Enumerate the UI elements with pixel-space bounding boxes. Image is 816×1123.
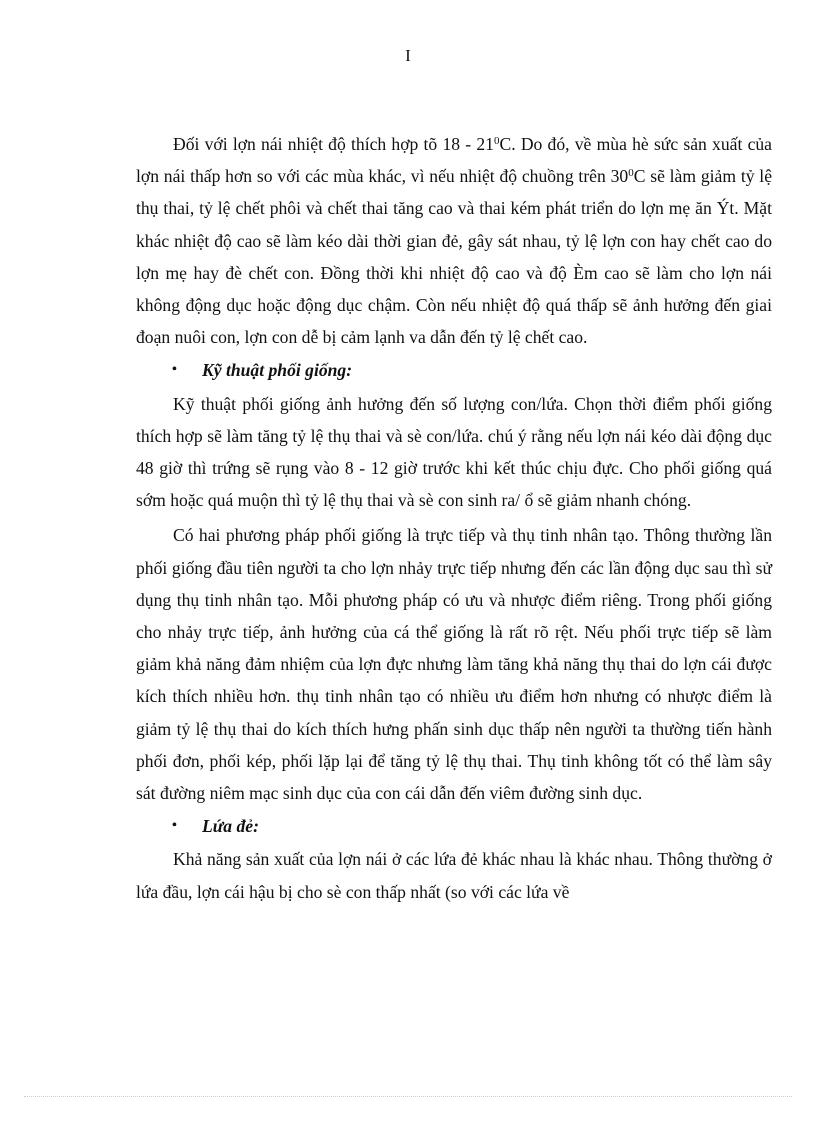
section-heading-text: Lứa đẻ: — [202, 816, 259, 837]
paragraph-litter: Khả năng sản xuất của lợn nái ở các lứa đẻ khác nhau là khác nhau. Thông thường ở lứa đầu, lợn cái hậu bị cho sè con thấp nhất (so với các lứa về — [136, 849, 772, 902]
page-number: I — [405, 46, 411, 65]
section-heading-text: Kỹ thuật phối giống: — [202, 360, 353, 381]
bullet-icon: • — [172, 362, 177, 378]
section-heading-breeding-technique — [136, 354, 772, 386]
degree-superscript: 0 — [493, 135, 500, 147]
section-heading-litter — [136, 810, 772, 842]
paragraph-temperature-text-2: C. Do đó, về mùa hè sức sản xuất của lợn nái thấp hơn so với các mùa khác, vì nếu nhiệt độ chuồng trên 30 — [136, 134, 772, 187]
bullet-icon: • — [172, 818, 177, 834]
paragraph-temperature-text-1: Đối với lợn nái nhiệt độ thích hợp tõ 18 - 21 — [173, 134, 494, 154]
paragraph-temperature-text-3: C sẽ làm giảm tỷ lệ thụ thai, tỷ lệ chết phôi và chết thai tăng cao và thai kém phát triển do lợn mẹ ăn Ýt. Mặt khác nhiệt độ cao sẽ làm kéo dài thời gian đẻ, gây sát nhau, tỷ lệ lợn con hay chết cao do lợn mẹ hay đè chết con. Đồng thời khi nhiệt độ cao và độ Èm cao sẽ làm cho lợn nái không động dục hoặc động dục chậm. Còn nếu nhiệt độ quá thấp sẽ ảnh hưởng đến giai đoạn nuôi con, lợn con dễ bị cảm lạnh va dẫn đến tỷ lệ chết cao. — [136, 166, 773, 348]
page-bottom-divider — [24, 1096, 792, 1097]
paragraph-temperature — [136, 128, 772, 353]
document-body — [136, 128, 772, 908]
paragraph-breeding-timing: Kỹ thuật phối giống ảnh hưởng đến số lượng con/lứa. Chọn thời điểm phối giống thích hợp sẽ làm tăng tỷ lệ thụ thai và sè con/lứa. chú ý rằng nếu lợn nái kéo dài động dục 48 giờ thì trứng sẽ rụng vào 8 - 12 giờ trước khi kết thúc chịu đực. Cho phối giống quá sớm hoặc quá muộn thì tỷ lệ thụ thai và sè con sinh ra/ ổ sẽ giảm nhanh chóng. — [136, 393, 772, 511]
degree-superscript: 0 — [628, 167, 634, 180]
paragraph-breeding-methods: Có hai phương pháp phối giống là trực tiếp và thụ tinh nhân tạo. Thông thường lần phối giống đầu tiên người ta cho lợn nhảy trực tiếp nhưng đến các lần động dục sau thì sử dụng thụ tinh nhân tạo. Mỗi phương pháp có ưu và nhược điểm riêng. Trong phối giống cho nhảy trực tiếp, ảnh hưởng của cá thể giống là rất rõ rệt. Nếu phối trực tiếp sẽ làm giảm khả năng đảm nhiệm của lợn đực nhưng làm tăng khả năng thụ thai do lợn cái được kích thích nhiều hơn. thụ tinh nhân tạo có nhiều ưu điểm hơn nhưng có nhược điểm là giảm tỷ lệ thụ thai do kích thích hưng phấn sinh dục thấp nên người ta thường tiến hành phối đơn, phối kép, phối lặp lại để tăng tỷ lệ thụ thai. Thụ tinh không tốt có thể làm sây sát đường niêm mạc sinh dục của con cái dẫn đến viêm đường sinh dục. — [136, 525, 772, 804]
